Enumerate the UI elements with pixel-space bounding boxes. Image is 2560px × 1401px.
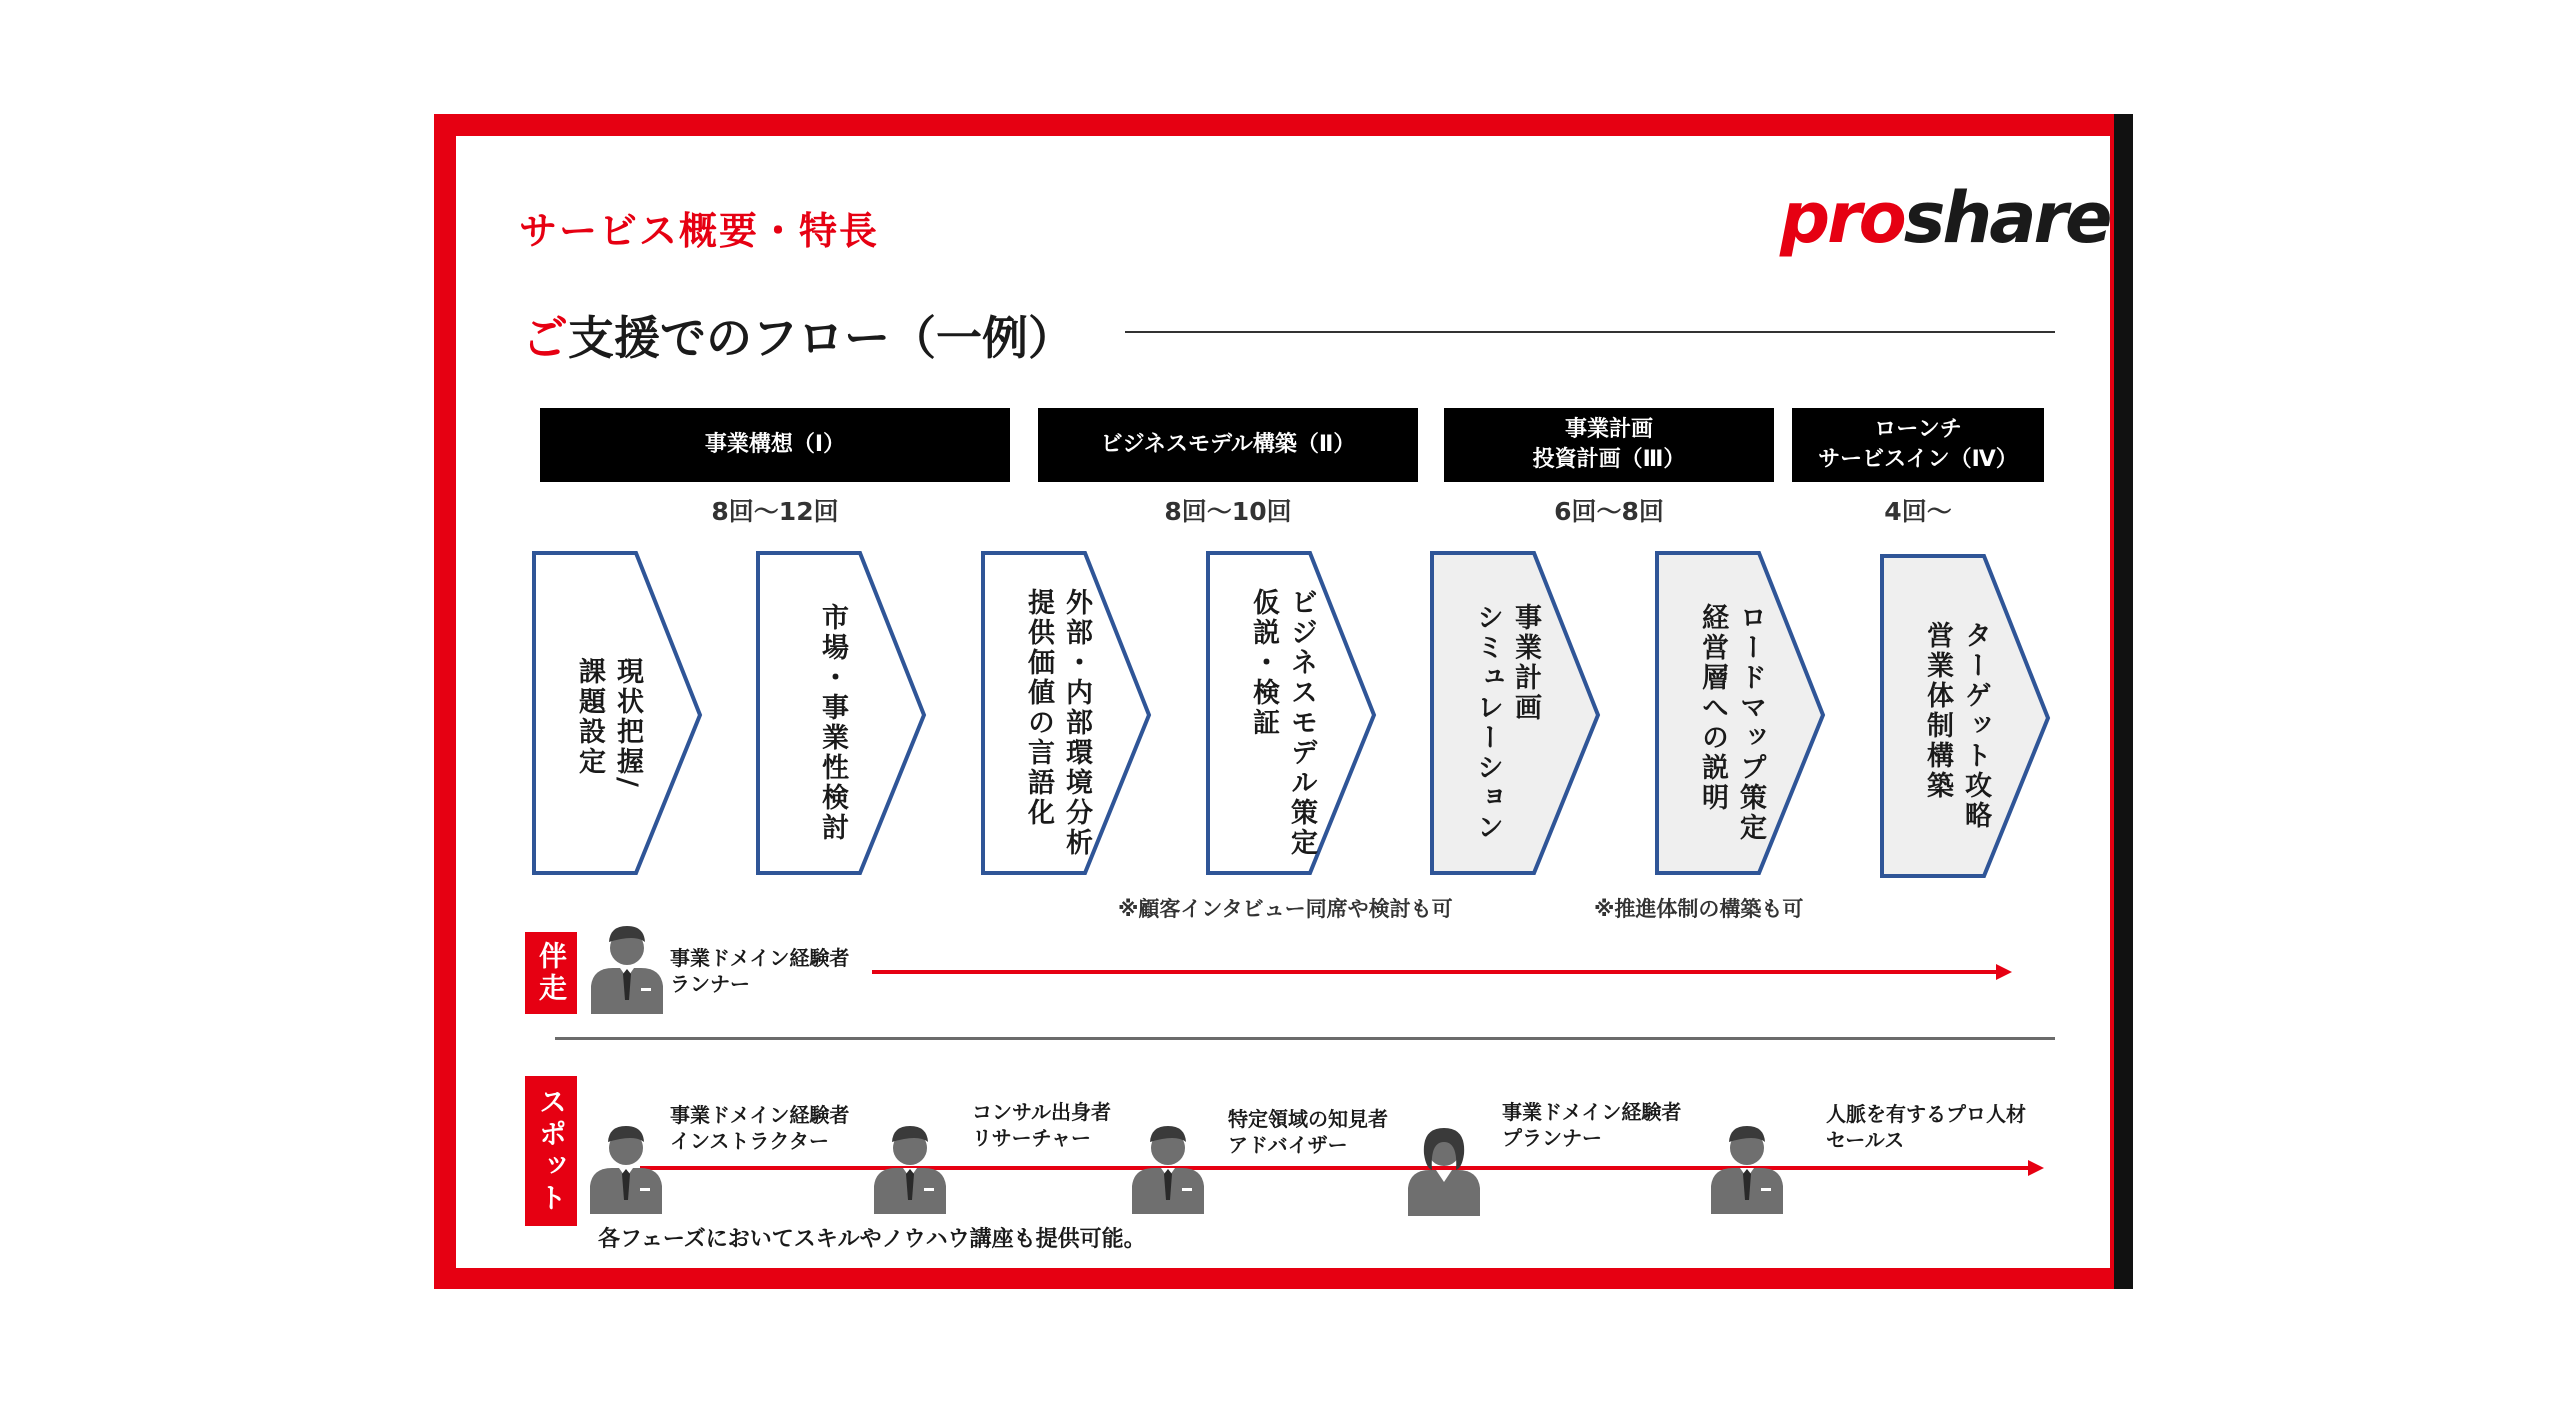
accompany-arrow-head bbox=[1996, 964, 2012, 980]
flow-title-accent: ご bbox=[522, 311, 568, 365]
phase-4-header: ローンチ サービスイン（Ⅳ） bbox=[1792, 408, 2044, 482]
spot-role-researcher: コンサル出身者 リサーチャー bbox=[972, 1100, 1111, 1150]
step-2-label: 市場・事業性検討 bbox=[817, 603, 848, 843]
phase-2-sessions: 8回〜10回 bbox=[1164, 497, 1292, 526]
spot-role-advisor: 特定領域の知見者 アドバイザー bbox=[1228, 1107, 1388, 1157]
businessperson-icon bbox=[591, 926, 663, 1014]
section-divider bbox=[555, 1037, 2055, 1040]
phase-1-sessions: 8回〜12回 bbox=[711, 497, 839, 526]
spot-role-instructor: 事業ドメイン経験者 インストラクター bbox=[670, 1103, 850, 1153]
spot-arrow-head bbox=[2028, 1160, 2044, 1176]
phase-4-sessions: 4回〜 bbox=[1884, 497, 1952, 526]
step-4-label: ビジネスモデル策定 仮説・検証 bbox=[1248, 588, 1317, 858]
spot-role-planner: 事業ドメイン経験者 プランナー bbox=[1502, 1100, 1682, 1150]
spot-label: スポット bbox=[525, 1076, 577, 1226]
businessperson-icon bbox=[1132, 1126, 1204, 1214]
spot-role-sales: 人脈を有するプロ人材 セールス bbox=[1826, 1102, 2026, 1152]
note-promotion-structure: ※推進体制の構築も可 bbox=[1594, 897, 1804, 921]
businessperson-icon bbox=[874, 1126, 946, 1214]
step-7-label: ターゲット攻略 営業体制構築 bbox=[1922, 621, 1991, 831]
step-1-label: 現状把握/ 課題設定 bbox=[574, 656, 643, 790]
section-title: サービス概要・特長 bbox=[519, 209, 880, 253]
step-3-label: 外部・内部環境分析 提供価値の言語化 bbox=[1023, 588, 1092, 858]
accompany-label: 伴走 bbox=[525, 932, 577, 1014]
businesswoman-icon bbox=[1408, 1128, 1480, 1216]
businessperson-icon bbox=[1711, 1126, 1783, 1214]
footer-note: 各フェーズにおいてスキルやノウハウ講座も提供可能。 bbox=[598, 1227, 1146, 1252]
note-customer-interview: ※顧客インタビュー同席や検討も可 bbox=[1118, 897, 1453, 921]
logo-pro: pro bbox=[1780, 177, 1904, 259]
accompany-role: 事業ドメイン経験者 ランナー bbox=[670, 946, 850, 996]
businessperson-icon bbox=[590, 1126, 662, 1214]
phase-1-header: 事業構想（Ⅰ） bbox=[540, 408, 1010, 482]
flow-title-text: 支援でのフロー（一例） bbox=[568, 311, 1074, 365]
phase-3-sessions: 6回〜8回 bbox=[1554, 497, 1664, 526]
phase-2-header: ビジネスモデル構築（Ⅱ） bbox=[1038, 408, 1418, 482]
phase-3-header: 事業計画 投資計画（Ⅲ） bbox=[1444, 408, 1774, 482]
step-6-label: ロードマップ策定 経営層への説明 bbox=[1697, 603, 1766, 843]
logo-share: share bbox=[1903, 177, 2110, 259]
step-5-label: 事業計画 シミュレーション bbox=[1472, 603, 1541, 843]
